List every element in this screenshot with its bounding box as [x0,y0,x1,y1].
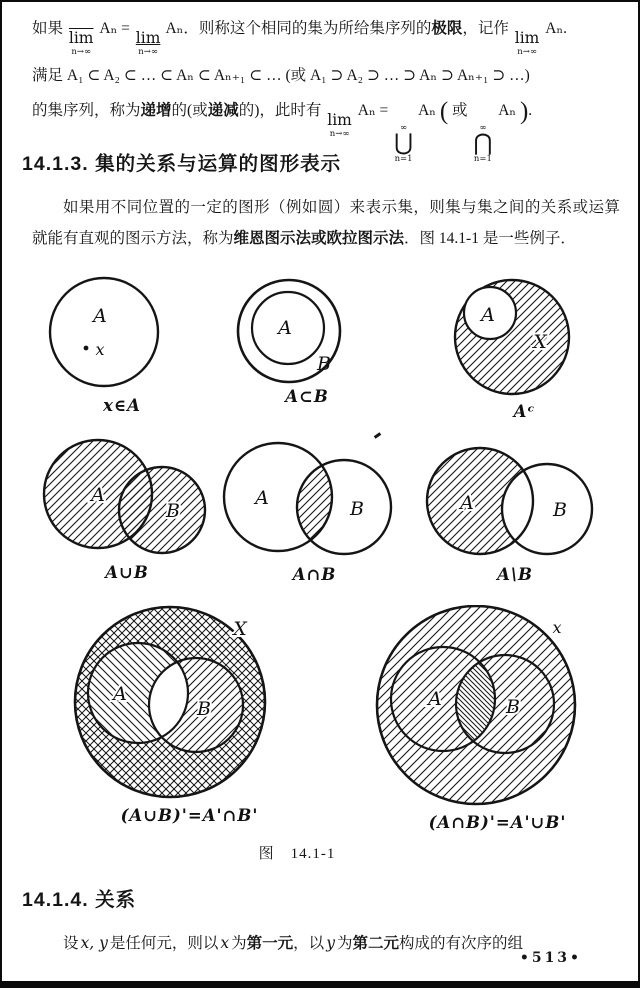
section-number: 14.1.3. [22,153,89,175]
venn-diagram-demorgan-intersection [365,605,630,832]
text-run: ．图 14.1-1 是一些例子． [404,230,576,247]
venn-diagram-complement [442,274,607,421]
text-run: 满足 A₁ ⊂ A₂ ⊂ … ⊂ Aₙ ⊂ Aₙ₊₁ ⊂ … (或 A₁ ⊃ A₂ ⊃ … ⊃ Aₙ ⊃ Aₙ₊₁ ⊃ …) [32,67,530,84]
element-label-x: x [95,340,105,359]
math-var-xy: x, y [80,934,108,952]
paragraph-venn-intro [32,192,620,254]
universe-label-x: x [552,618,562,637]
math-var-x: x [220,934,230,952]
circle-a [50,278,158,386]
intersection-superscript: ∞ [479,123,487,133]
venn-diagram-union [32,438,222,582]
union-operator [394,124,413,165]
math-var-y: y [326,934,335,952]
lim-glyph: $\overline{lim}$ [68,29,94,47]
venn-diagram-difference [420,442,610,584]
text-run: Aₙ = [99,20,130,37]
set-label-a: A [255,487,269,509]
set-label-b: B [553,499,567,521]
diagram-caption: A∪B [105,563,149,582]
section-heading-1413 [22,148,341,176]
venn-svg-demorgan-intersection [365,605,630,810]
venn-diagram-element-of [42,275,202,415]
venn-svg-intersection [217,440,412,562]
scan-artifact [374,432,381,438]
set-label-b: B [166,500,180,522]
set-label-a: A [113,683,127,705]
lim-operator [515,31,540,56]
text-run: ，以 [293,935,325,952]
text-run: 或 [452,102,468,119]
bold-term-first-element: 第一元 [246,935,294,952]
text-run: Aₙ = [357,102,389,119]
diagram-caption: x∈A [103,396,141,415]
text-run: Aₙ [418,102,436,119]
lim-subscript: n→∞ [517,46,537,57]
universe-label-x: X [533,331,547,353]
intersection-subscript: n=1 [473,154,492,165]
top-paragraph [32,14,620,170]
bold-term-venn-euler: 维恩图示法或欧拉图示法 [233,230,405,247]
text-run: Aₙ [498,102,517,119]
diagram-caption: A\B [497,565,533,584]
lim-operator [327,113,352,138]
figure-caption: 图 14.1-1 [258,846,336,862]
set-label-a: A [278,317,292,339]
set-label-a: A [91,484,105,506]
section-number: 14.1.4. [22,889,89,911]
venn-diagram-subset [227,278,387,406]
union-glyph: ⋃ [394,130,414,157]
venn-diagram-intersection [217,440,412,584]
venn-svg-union [32,438,222,560]
diagram-caption: A⊂B [285,387,329,406]
text-run: 的)，此时有 [238,102,322,119]
text-run: 如果 [32,20,64,37]
text-run: 设 [63,935,79,952]
set-label-a: A [460,492,474,514]
set-label-a: A [428,688,442,710]
text-run: 的集序列，称为 [32,102,141,119]
venn-svg-element-of [42,275,202,393]
element-dot [84,346,89,351]
text-run: 构成的有次序的组 [398,935,523,952]
intersection-glyph: ⋂ [473,130,493,157]
set-label-b: B [506,696,520,718]
venn-svg-complement [442,274,607,399]
lim-glyph: lim [514,29,540,47]
lim-subscript: n→∞ [71,46,92,57]
section-title: 集的关系与运算的图形表示 [95,153,342,175]
diagram-caption: (A∪B)'=A'∩B' [120,806,259,825]
set-label-b: B [317,353,331,375]
section-title: 关系 [95,889,137,911]
text-run: . [528,102,533,119]
limsup-operator [69,31,94,56]
close-paren: ) [519,98,529,125]
universe-label-x: X [233,618,247,640]
lim-glyph: lim [327,111,352,129]
lim-subscript: n→∞ [329,128,350,139]
venn-diagram-demorgan-union [62,605,317,825]
diagram-caption: Aᶜ [513,402,536,421]
text-run: 如果用不同位置的一定的图形（例如圆）来表示集，则集与集之间的关系或运算就能有直观的图示方法，称为 [32,199,620,247]
text-run: 是任何元，则以 [109,935,219,952]
set-label-b: B [197,698,211,720]
section-heading-1414 [22,884,136,912]
lim-glyph: lim [135,29,161,47]
open-paren: ( [439,98,449,125]
diagram-caption: A∩B [292,565,337,584]
venn-svg-subset [227,278,387,384]
page-number: •513• [519,950,582,966]
venn-svg-demorgan-union [62,605,317,803]
text-run: Aₙ. [545,20,568,37]
bold-term-second-element: 第二元 [352,935,399,952]
diagram-caption: (A∩B)'=A'∪B' [428,813,567,832]
text-run: Aₙ．则称这个相同的集为所给集序列的 [165,20,432,37]
text-run: 的(或 [171,102,208,119]
text-run: 为 [231,935,247,952]
bold-term-limit: 极限 [431,20,463,37]
lim-subscript: n→∞ [138,46,158,57]
text-run: 为 [336,935,353,952]
venn-svg-difference [420,442,610,562]
top-paragraph-line1 [32,14,620,56]
union-subscript: n=1 [394,154,413,165]
liminf-operator [136,31,161,56]
bold-term-decreasing: 递减 [207,102,239,119]
set-label-b: B [350,498,364,520]
top-paragraph-line2 [32,61,620,91]
bold-term-increasing: 递增 [140,102,172,119]
set-label-a: A [93,305,107,327]
union-superscript: ∞ [400,123,408,133]
set-label-a: A [481,304,495,326]
intersection-operator [473,124,492,165]
text-run: ，记作 [462,20,509,37]
